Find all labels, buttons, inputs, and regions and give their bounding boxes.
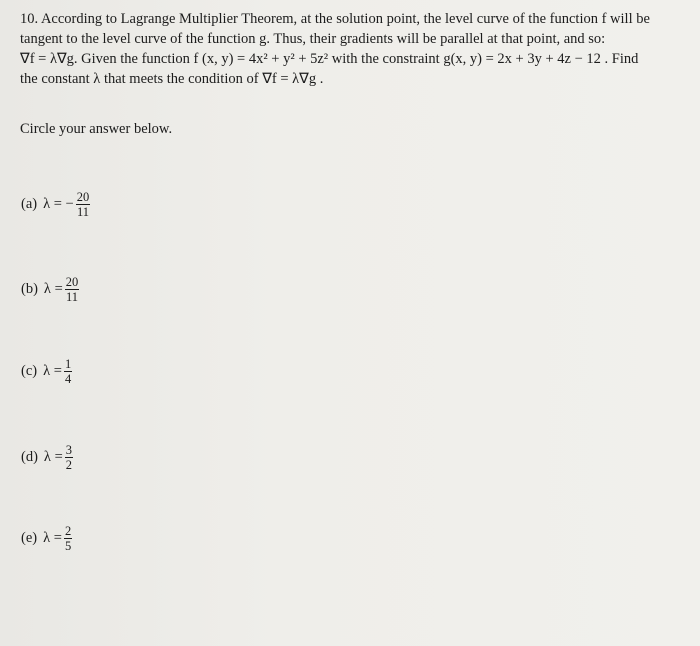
option-label: (b) xyxy=(21,281,38,297)
fraction-numerator: 2 xyxy=(64,524,72,538)
option-lhs: λ = xyxy=(43,363,62,379)
fraction-denominator: 5 xyxy=(64,539,72,553)
option-lhs: λ = − xyxy=(43,196,74,212)
fraction-denominator: 2 xyxy=(65,458,73,472)
option-label: (a) xyxy=(21,196,38,212)
fraction-numerator: 20 xyxy=(76,190,90,204)
answer-option-d[interactable] xyxy=(21,443,73,472)
fraction-numerator: 1 xyxy=(64,357,72,371)
option-fraction xyxy=(64,524,72,553)
fraction-numerator: 20 xyxy=(65,275,79,289)
question-line-4: the constant λ that meets the condition of ∇f = λ∇g . xyxy=(20,71,324,87)
option-lhs: λ = xyxy=(43,281,63,297)
fraction-denominator: 11 xyxy=(76,205,89,219)
fraction-denominator: 4 xyxy=(64,372,72,386)
fraction-numerator: 3 xyxy=(65,443,73,457)
option-fraction xyxy=(65,275,80,304)
option-fraction xyxy=(65,443,73,472)
option-lhs: λ = xyxy=(43,530,62,546)
option-fraction xyxy=(64,357,72,386)
question-line-3: ∇f = λ∇g. Given the function f (x, y) = 4x² + y² + 5z² with the constraint g(x, y) = 2x + 3y + 4z − 12 . Find xyxy=(20,51,639,67)
answer-option-c[interactable] xyxy=(21,357,72,386)
option-label: (e) xyxy=(21,530,38,546)
option-fraction xyxy=(76,190,91,219)
option-lhs: λ = xyxy=(43,449,63,465)
question-block xyxy=(20,9,692,89)
question-line-1: 10. According to Lagrange Multiplier Theorem, at the solution point, the level curve of the function f will be xyxy=(20,11,650,27)
option-label: (d) xyxy=(21,449,38,465)
answer-option-a[interactable] xyxy=(21,190,90,219)
fraction-denominator: 11 xyxy=(65,290,79,304)
instruction-text: Circle your answer below. xyxy=(20,121,173,137)
answer-option-e[interactable] xyxy=(21,524,72,553)
answer-option-b[interactable] xyxy=(21,275,79,304)
question-line-2: tangent to the level curve of the function g. Thus, their gradients will be parallel at that point, and so: xyxy=(20,31,606,47)
option-label: (c) xyxy=(21,363,38,379)
